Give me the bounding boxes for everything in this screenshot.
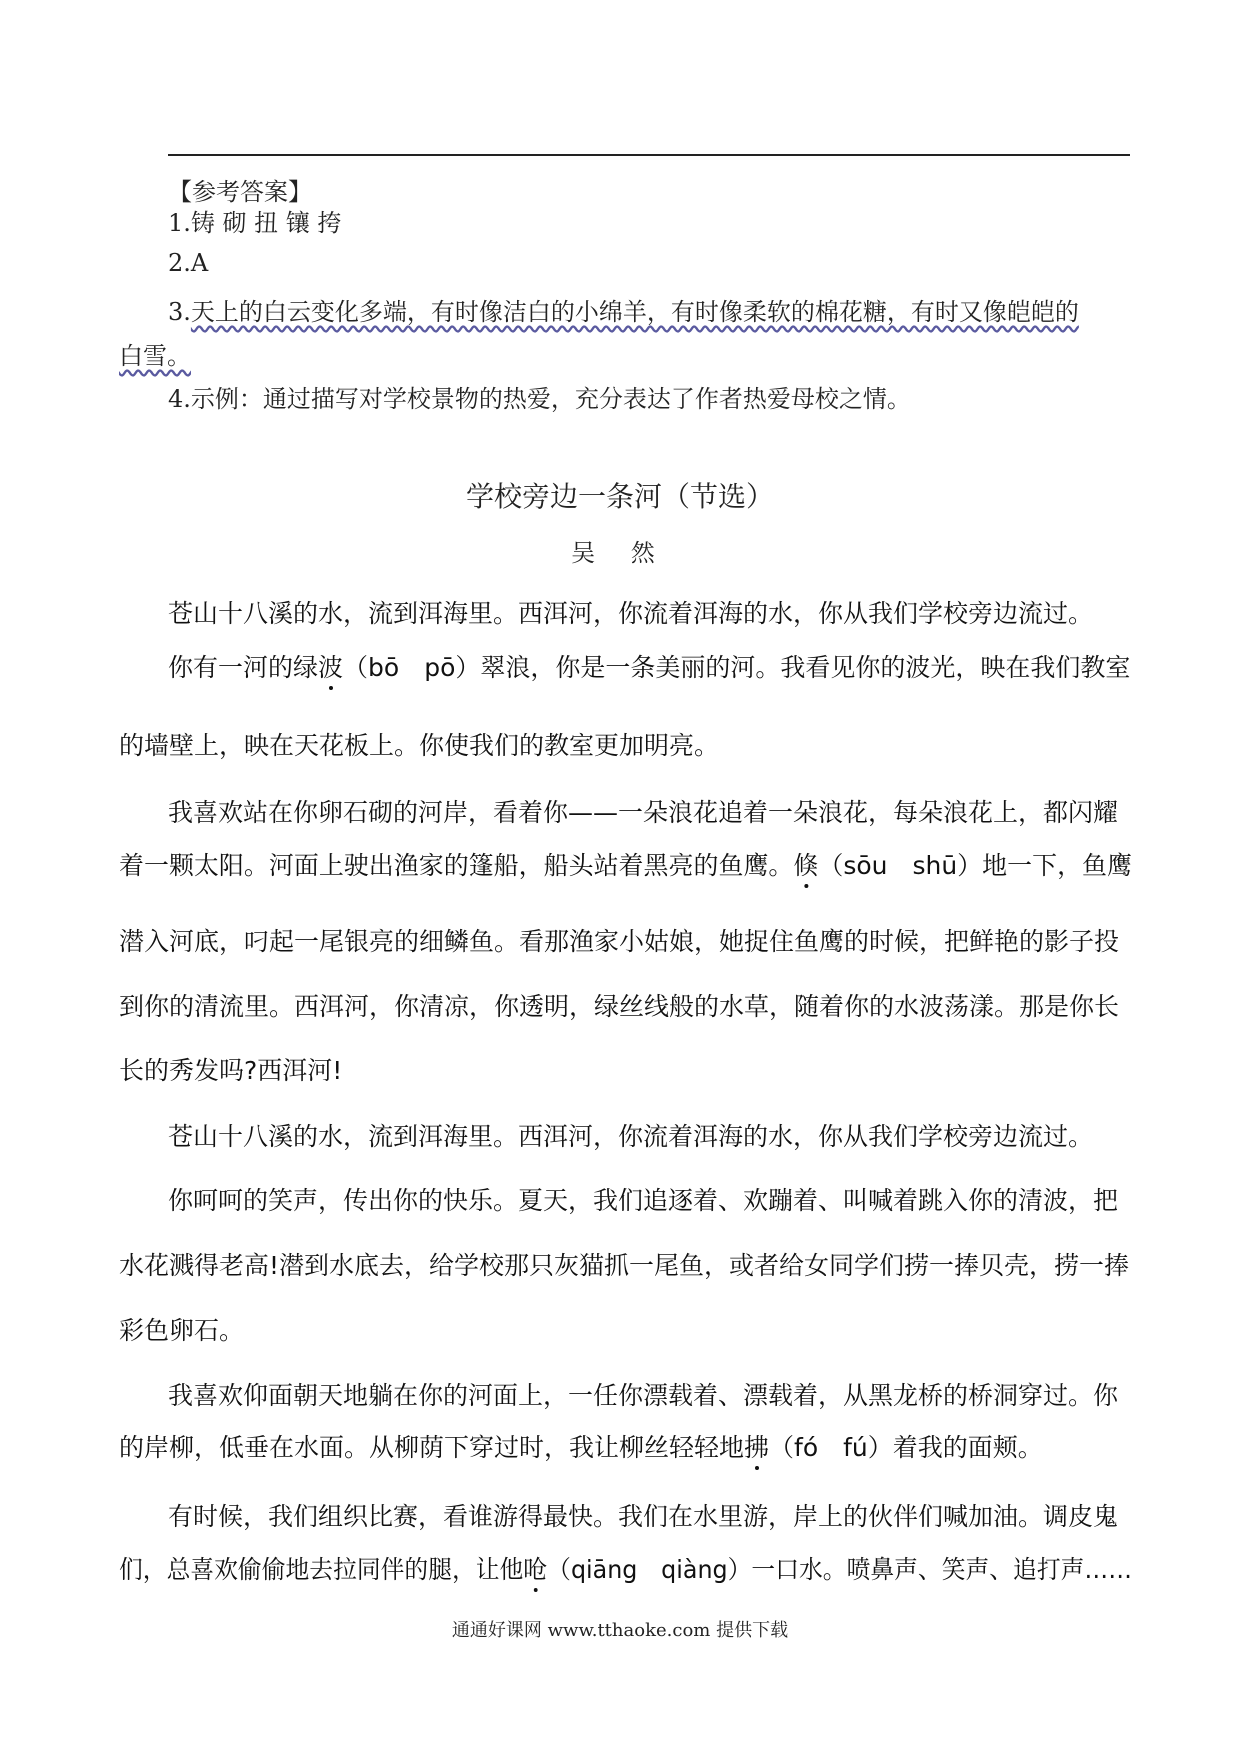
- emphasis-dot-char: 拂: [744, 1433, 770, 1462]
- article-author: 吴 然: [571, 539, 669, 567]
- paragraph-line: 有时候，我们组织比赛，看谁游得最快。我们在水里游，岸上的伙伴们喊加油。调皮鬼: [168, 1502, 1119, 1531]
- line-text: （sōu shū）地一下，鱼鹰: [818, 851, 1133, 880]
- paragraph-line: 我喜欢站在你卵石砌的河岸，看着你——一朵浪花追着一朵浪花，每朵浪花上，都闪耀: [168, 798, 1119, 827]
- paragraph-line: 潜入河底，叼起一尾银亮的细鳞鱼。看那渔家小姑娘，她捉住鱼鹰的时候，把鲜艳的影子投: [119, 927, 1120, 956]
- answer-3-text: 天上的白云变化多端，有时像洁白的小绵羊，有时像柔软的棉花糖，有时又像皑皑的: [190, 298, 1079, 326]
- paragraph-line: 长的秀发吗?西洱河!: [119, 1056, 343, 1085]
- emphasis-dot-char: 倏: [793, 851, 819, 880]
- line-text: （fó fú）着我的面颊。: [769, 1433, 1043, 1462]
- paragraph-line: [168, 648, 1130, 684]
- paragraph-line: 你呵呵的笑声，传出你的快乐。夏天，我们追逐着、欢蹦着、叫喊着跳入你的清波，把: [168, 1186, 1119, 1215]
- answer-2: 2.A: [168, 249, 209, 277]
- line-text: 你有一河的绿: [168, 653, 319, 682]
- answer-3-line1: [168, 292, 1079, 327]
- paragraph-line: 苍山十八溪的水，流到洱海里。西洱河，你流着洱海的水，你从我们学校旁边流过。: [168, 1122, 1094, 1151]
- line-text: 们，总喜欢偷偷地去拉同伴的腿，让他: [119, 1555, 524, 1584]
- answer-1: 1.铸 砌 扭 镶 挎: [168, 209, 342, 237]
- paragraph-line: 彩色卵石。: [119, 1316, 245, 1345]
- line-text: （qiāng qiàng）一口水。喷鼻声、笑声、追打声……: [547, 1555, 1132, 1584]
- answer-4: 4.示例：通过描写对学校景物的热爱，充分表达了作者热爱母校之情。: [168, 385, 911, 413]
- emphasis-dot-char: 呛: [523, 1555, 548, 1584]
- answer-3-prefix: 3.: [168, 298, 191, 326]
- paragraph-line: 到你的清流里。西洱河，你清凉，你透明，绿丝线般的水草，随着你的水波荡漾。那是你长: [119, 992, 1120, 1021]
- paragraph-line: 苍山十八溪的水，流到洱海里。西洱河，你流着洱海的水，你从我们学校旁边流过。: [168, 599, 1094, 628]
- paragraph-line: [119, 846, 1132, 882]
- line-text: 着一颗太阳。河面上驶出渔家的篷船，船头站着黑亮的鱼鹰。: [119, 851, 794, 880]
- line-text: 的岸柳，低垂在水面。从柳荫下穿过时，我让柳丝轻轻地: [119, 1433, 745, 1462]
- paragraph-line: 水花溅得老高!潜到水底去，给学校那只灰猫抓一尾鱼，或者给女同学们捞一捧贝壳，捞一捧: [119, 1251, 1130, 1280]
- line-text: （bō pō）翠浪，你是一条美丽的河。我看见你的波光，映在我们教室: [343, 653, 1131, 682]
- paragraph-line: [119, 1550, 1132, 1586]
- top-rule: [168, 154, 1130, 156]
- article-title: 学校旁边一条河（节选）: [465, 480, 774, 513]
- paragraph-line: 我喜欢仰面朝天地躺在你的河面上，一任你漂载着、漂载着，从黑龙桥的桥洞穿过。你: [168, 1381, 1119, 1410]
- emphasis-dot-char: 波: [318, 653, 344, 682]
- page-footer: 通通好课网 www.tthaoke.com 提供下载: [451, 1620, 789, 1641]
- paragraph-line: [119, 1428, 1043, 1464]
- paragraph-line: 的墙壁上，映在天花板上。你使我们的教室更加明亮。: [119, 731, 720, 760]
- answer-3-line2: [119, 336, 191, 371]
- answers-heading: 【参考答案】: [168, 178, 312, 206]
- answer-3-text-cont: 白雪。: [119, 342, 191, 370]
